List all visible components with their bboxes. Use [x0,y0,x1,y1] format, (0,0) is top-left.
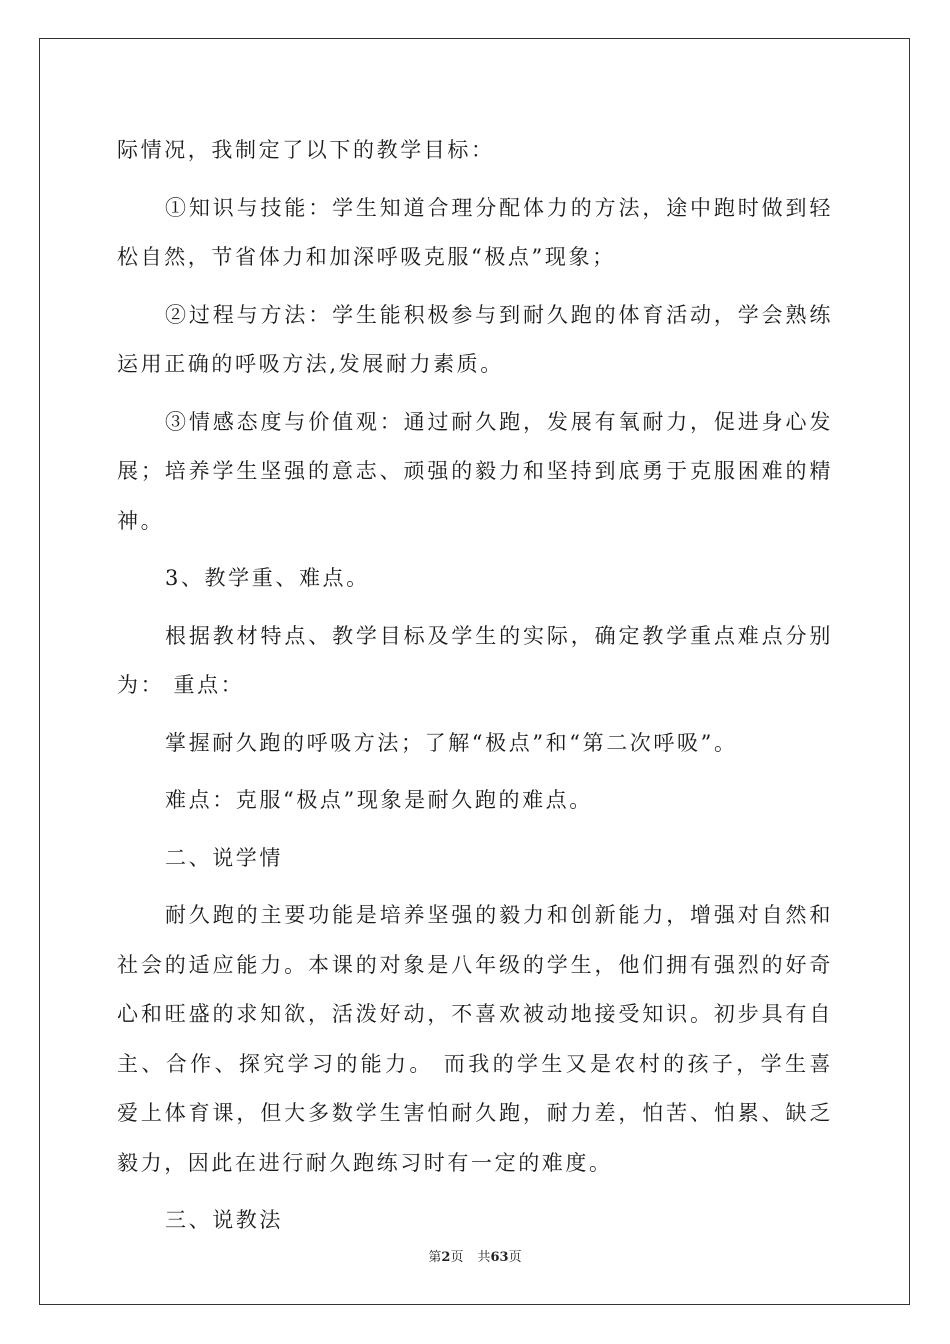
paragraph-goal-process: ②过程与方法：学生能积极参与到耐久跑的体育活动，学会熟练运用正确的呼吸方法,发展耐力素质。 [117,302,833,376]
document-body [117,126,833,1246]
footer-page-prefix: 第 [428,1250,442,1265]
footer-page-suffix: 页 [450,1250,464,1265]
heading-student-analysis: 二、说学情 [165,845,283,870]
heading-key-points: 3、教学重、难点。 [165,566,370,590]
page-footer [0,1246,950,1265]
paragraph-goal-knowledge: ①知识与技能：学生知道合理分配体力的方法，途中跑时做到轻松自然，节省体力和加深呼吸克服“极点”现象； [117,195,833,269]
heading-teaching-method: 三、说教法 [165,1208,283,1232]
footer-total-pages: 63 [490,1250,509,1265]
footer-page-number: 2 [441,1250,451,1265]
footer-total-prefix: 共 [477,1250,491,1265]
footer-total-suffix: 页 [508,1250,522,1265]
paragraph-difficult-point: 难点：克服“极点”现象是耐久跑的难点。 [165,788,593,812]
paragraph-goals-intro: 际情况，我制定了以下的教学目标： [117,138,495,162]
paragraph-key-point: 掌握耐久跑的呼吸方法；了解“极点”和“第二次呼吸”。 [165,730,738,755]
paragraph-student-analysis: 耐久跑的主要功能是培养坚强的毅力和创新能力，增强对自然和社会的适应能力。本课的对象是八年级的学生，他们拥有强烈的好奇心和旺盛的求知欲，活泼好动，不喜欢被动地接受知识。初步具有自主、合作、探究学习的能力。 而我的学生又是农村的孩子，学生喜爱上体育课，但大多数学生害怕耐久跑，耐力差，怕苦、怕累、缺乏毅力，因此在进行耐久跑练习时有一定的难度。 [117,903,833,1175]
paragraph-key-points-intro: 根据教材特点、教学目标及学生的实际，确定教学重点难点分别为： 重点： [117,623,833,697]
paragraph-goal-attitude: ③情感态度与价值观：通过耐久跑，发展有氧耐力，促进身心发展；培养学生坚强的意志、顽强的毅力和坚持到底勇于克服困难的精神。 [117,409,833,533]
